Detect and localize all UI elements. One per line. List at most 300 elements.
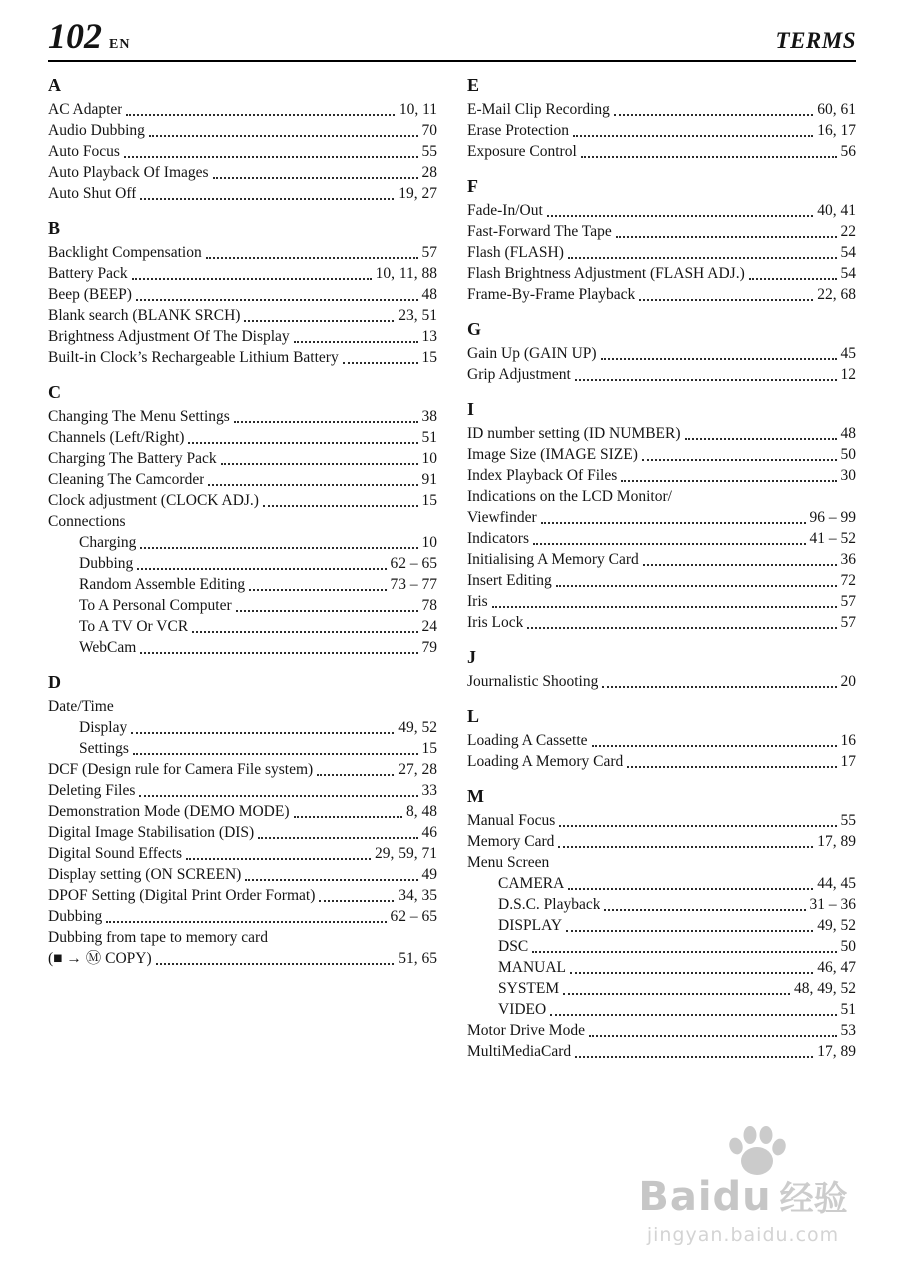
entry-term: SYSTEM bbox=[498, 980, 560, 997]
index-entry bbox=[467, 852, 856, 873]
dot-leader bbox=[533, 543, 806, 545]
dot-leader bbox=[581, 156, 837, 158]
entry-term: Channels (Left/Right) bbox=[48, 429, 185, 446]
dot-leader bbox=[124, 156, 418, 158]
entry-term: Cleaning The Camcorder bbox=[48, 471, 205, 488]
entry-pages: 54 bbox=[840, 244, 856, 261]
dot-leader bbox=[221, 463, 418, 465]
index-entry bbox=[467, 915, 856, 936]
index-entry bbox=[48, 885, 437, 906]
dot-leader bbox=[106, 921, 386, 923]
index-entry bbox=[48, 120, 437, 141]
entry-pages: 55 bbox=[840, 812, 856, 829]
entry-pages: 49 bbox=[421, 866, 437, 883]
index-entry bbox=[48, 696, 437, 717]
dot-leader bbox=[140, 652, 417, 654]
dot-leader bbox=[192, 631, 417, 633]
index-entry bbox=[48, 822, 437, 843]
dot-leader bbox=[527, 627, 836, 629]
dot-leader bbox=[602, 686, 836, 688]
entry-term: Viewfinder bbox=[467, 509, 537, 526]
index-entry bbox=[467, 444, 856, 465]
dot-leader bbox=[294, 341, 418, 343]
index-entry bbox=[48, 738, 437, 759]
index-entry bbox=[467, 936, 856, 957]
page-number: 102 bbox=[48, 16, 102, 56]
section-letter: A bbox=[48, 75, 61, 95]
entry-term: Beep (BEEP) bbox=[48, 286, 132, 303]
index-entry bbox=[48, 948, 437, 969]
index-section-L bbox=[467, 705, 856, 772]
dot-leader bbox=[206, 257, 418, 259]
entry-term: Iris Lock bbox=[467, 614, 524, 631]
index-section-J bbox=[467, 646, 856, 692]
index-section-D bbox=[48, 671, 437, 969]
index-section-M bbox=[467, 785, 856, 1062]
entry-pages: 10, 11 bbox=[398, 101, 437, 118]
section-letter: J bbox=[467, 647, 476, 667]
index-entry bbox=[467, 423, 856, 444]
index-entry bbox=[48, 906, 437, 927]
dot-leader bbox=[294, 816, 402, 818]
entry-term: Date/Time bbox=[48, 698, 114, 715]
page-number-group bbox=[48, 18, 130, 54]
index-entry bbox=[467, 894, 856, 915]
dot-leader bbox=[133, 753, 418, 755]
index-section-G bbox=[467, 318, 856, 385]
entry-pages: 10, 11, 88 bbox=[375, 265, 437, 282]
index-entry bbox=[467, 751, 856, 772]
dot-leader bbox=[131, 732, 394, 734]
entry-pages: 50 bbox=[840, 938, 856, 955]
entry-term: Battery Pack bbox=[48, 265, 128, 282]
dot-leader bbox=[568, 888, 813, 890]
entry-term: Motor Drive Mode bbox=[467, 1022, 585, 1039]
index-entry bbox=[467, 528, 856, 549]
entry-pages: 15 bbox=[421, 349, 437, 366]
watermark-brand-text: Baidu bbox=[638, 1174, 772, 1220]
entry-term: Initialising A Memory Card bbox=[467, 551, 639, 568]
entry-pages: 62 – 65 bbox=[390, 908, 437, 925]
index-section-A bbox=[48, 74, 437, 204]
entry-term: Menu Screen bbox=[467, 854, 550, 871]
entry-term: Brightness Adjustment Of The Display bbox=[48, 328, 290, 345]
index-entry bbox=[467, 730, 856, 751]
entry-term: Auto Focus bbox=[48, 143, 120, 160]
entry-pages: 48 bbox=[421, 286, 437, 303]
entry-pages: 78 bbox=[421, 597, 437, 614]
index-entry bbox=[467, 671, 856, 692]
entry-term: Changing The Menu Settings bbox=[48, 408, 230, 425]
entry-pages: 19, 27 bbox=[398, 185, 437, 202]
index-entry bbox=[48, 927, 437, 948]
entry-term: Audio Dubbing bbox=[48, 122, 145, 139]
entry-term: Exposure Control bbox=[467, 143, 577, 160]
index-entry bbox=[467, 612, 856, 633]
entry-term: DISPLAY bbox=[498, 917, 563, 934]
entry-pages: 29, 59, 71 bbox=[375, 845, 437, 862]
index-entry bbox=[48, 326, 437, 347]
section-letter: L bbox=[467, 706, 480, 726]
index-entry bbox=[48, 469, 437, 490]
entry-term: Auto Playback Of Images bbox=[48, 164, 209, 181]
section-letter: I bbox=[467, 399, 475, 419]
index-entry bbox=[48, 347, 437, 368]
entry-pages: 44, 45 bbox=[817, 875, 856, 892]
entry-pages: 91 bbox=[421, 471, 437, 488]
dot-leader bbox=[132, 278, 372, 280]
entry-pages: 23, 51 bbox=[398, 307, 437, 324]
index-entry bbox=[48, 263, 437, 284]
index-entry bbox=[467, 978, 856, 999]
dot-leader bbox=[532, 951, 836, 953]
entry-pages: 15 bbox=[421, 492, 437, 509]
index-column-left bbox=[48, 74, 437, 1075]
entry-pages: 96 – 99 bbox=[809, 509, 856, 526]
index-columns bbox=[48, 74, 856, 1075]
index-entry bbox=[48, 759, 437, 780]
entry-term: Grip Adjustment bbox=[467, 366, 571, 383]
index-entry bbox=[48, 305, 437, 326]
index-entry bbox=[467, 200, 856, 221]
dot-leader bbox=[319, 900, 394, 902]
entry-pages: 51, 65 bbox=[398, 950, 437, 967]
entry-pages: 36 bbox=[840, 551, 856, 568]
entry-pages: 33 bbox=[421, 782, 437, 799]
index-entry bbox=[467, 221, 856, 242]
dot-leader bbox=[234, 421, 418, 423]
dot-leader bbox=[317, 774, 394, 776]
dot-leader bbox=[604, 909, 805, 911]
entry-term: Backlight Compensation bbox=[48, 244, 202, 261]
dot-leader bbox=[541, 522, 806, 524]
index-entry bbox=[48, 162, 437, 183]
dot-leader bbox=[563, 993, 790, 995]
section-letter: F bbox=[467, 176, 478, 196]
index-entry bbox=[467, 831, 856, 852]
entry-pages: 15 bbox=[421, 740, 437, 757]
dot-leader bbox=[149, 135, 418, 137]
index-column-right bbox=[467, 74, 856, 1075]
index-entry bbox=[48, 801, 437, 822]
entry-pages: 22 bbox=[840, 223, 856, 240]
entry-term: MANUAL bbox=[498, 959, 567, 976]
entry-pages: 10 bbox=[421, 450, 437, 467]
entry-pages: 70 bbox=[421, 122, 437, 139]
entry-pages: 45 bbox=[840, 345, 856, 362]
dot-leader bbox=[601, 358, 837, 360]
entry-term: Frame-By-Frame Playback bbox=[467, 286, 636, 303]
dot-leader bbox=[642, 459, 837, 461]
entry-term: Random Assemble Editing bbox=[79, 576, 246, 593]
section-letter: C bbox=[48, 382, 61, 402]
dot-leader bbox=[208, 484, 417, 486]
entry-term: Indicators bbox=[467, 530, 529, 547]
entry-pages: 72 bbox=[840, 572, 856, 589]
dot-leader bbox=[621, 480, 836, 482]
entry-term: DPOF Setting (Digital Print Order Format) bbox=[48, 887, 316, 904]
entry-pages: 49, 52 bbox=[817, 917, 856, 934]
index-entry bbox=[467, 507, 856, 528]
index-entry bbox=[48, 616, 437, 637]
entry-pages: 17, 89 bbox=[817, 833, 856, 850]
entry-term: Dubbing from tape to memory card bbox=[48, 929, 268, 946]
index-entry bbox=[48, 406, 437, 427]
dot-leader bbox=[547, 215, 813, 217]
entry-pages: 48, 49, 52 bbox=[794, 980, 856, 997]
entry-term: Gain Up (GAIN UP) bbox=[467, 345, 597, 362]
index-entry bbox=[48, 511, 437, 532]
entry-term: Insert Editing bbox=[467, 572, 552, 589]
dot-leader bbox=[616, 236, 837, 238]
index-entry bbox=[48, 717, 437, 738]
entry-pages: 79 bbox=[421, 639, 437, 656]
entry-pages: 55 bbox=[421, 143, 437, 160]
dot-leader bbox=[249, 589, 386, 591]
dot-leader bbox=[556, 585, 837, 587]
entry-pages: 24 bbox=[421, 618, 437, 635]
entry-pages: 17, 89 bbox=[817, 1043, 856, 1060]
dot-leader bbox=[213, 177, 418, 179]
entry-term: Memory Card bbox=[467, 833, 555, 850]
baidu-paw-icon bbox=[726, 1125, 788, 1177]
index-entry bbox=[48, 183, 437, 204]
entry-pages: 10 bbox=[421, 534, 437, 551]
entry-term: To A Personal Computer bbox=[79, 597, 232, 614]
entry-pages: 34, 35 bbox=[398, 887, 437, 904]
index-entry bbox=[467, 343, 856, 364]
entry-pages: 54 bbox=[840, 265, 856, 282]
entry-term: E-Mail Clip Recording bbox=[467, 101, 610, 118]
index-section-I bbox=[467, 398, 856, 633]
dot-leader bbox=[140, 198, 394, 200]
entry-pages: 50 bbox=[840, 446, 856, 463]
dot-leader bbox=[236, 610, 418, 612]
entry-term: Image Size (IMAGE SIZE) bbox=[467, 446, 638, 463]
entry-pages: 22, 68 bbox=[817, 286, 856, 303]
dot-leader bbox=[575, 379, 837, 381]
entry-pages: 16, 17 bbox=[817, 122, 856, 139]
entry-term: AC Adapter bbox=[48, 101, 123, 118]
entry-term: Flash (FLASH) bbox=[467, 244, 564, 261]
section-letter: M bbox=[467, 786, 484, 806]
entry-pages: 53 bbox=[840, 1022, 856, 1039]
entry-term: Auto Shut Off bbox=[48, 185, 137, 202]
section-letter: B bbox=[48, 218, 61, 238]
index-entry bbox=[467, 284, 856, 305]
dot-leader bbox=[558, 846, 813, 848]
dot-leader bbox=[492, 606, 837, 608]
index-entry bbox=[48, 427, 437, 448]
section-letter: D bbox=[48, 672, 61, 692]
watermark-brand-chinese: 经验 bbox=[779, 1179, 848, 1219]
dot-leader bbox=[244, 320, 394, 322]
entry-pages: 20 bbox=[840, 673, 856, 690]
entry-term: ID number setting (ID NUMBER) bbox=[467, 425, 681, 442]
index-entry bbox=[467, 486, 856, 507]
index-entry bbox=[467, 999, 856, 1020]
dot-leader bbox=[258, 837, 417, 839]
dot-leader bbox=[749, 278, 837, 280]
dot-leader bbox=[685, 438, 837, 440]
dot-leader bbox=[136, 299, 418, 301]
dot-leader bbox=[156, 963, 395, 965]
entry-term: Blank search (BLANK SRCH) bbox=[48, 307, 241, 324]
index-section-B bbox=[48, 217, 437, 368]
index-entry bbox=[48, 843, 437, 864]
entry-term: Built-in Clock’s Rechargeable Lithium Battery bbox=[48, 349, 339, 366]
page-language-label: EN bbox=[109, 37, 131, 52]
index-entry bbox=[48, 490, 437, 511]
dot-leader bbox=[570, 972, 813, 974]
entry-pages: 62 – 65 bbox=[390, 555, 437, 572]
entry-term: VIDEO bbox=[498, 1001, 547, 1018]
index-entry bbox=[48, 574, 437, 595]
entry-pages: 40, 41 bbox=[817, 202, 856, 219]
entry-term: D.S.C. Playback bbox=[498, 896, 601, 913]
entry-pages: 73 – 77 bbox=[390, 576, 437, 593]
entry-term: DCF (Design rule for Camera File system) bbox=[48, 761, 314, 778]
entry-term: Demonstration Mode (DEMO MODE) bbox=[48, 803, 290, 820]
dot-leader bbox=[137, 568, 386, 570]
dot-leader bbox=[566, 930, 813, 932]
entry-pages: 48 bbox=[840, 425, 856, 442]
entry-pages: 51 bbox=[840, 1001, 856, 1018]
dot-leader bbox=[343, 362, 418, 364]
index-entry bbox=[467, 873, 856, 894]
entry-term: Iris bbox=[467, 593, 488, 610]
index-entry bbox=[467, 364, 856, 385]
dot-leader bbox=[575, 1056, 813, 1058]
entry-term: Loading A Memory Card bbox=[467, 753, 624, 770]
dot-leader bbox=[188, 442, 417, 444]
entry-pages: 13 bbox=[421, 328, 437, 345]
entry-pages: 30 bbox=[840, 467, 856, 484]
entry-term: DSC bbox=[498, 938, 529, 955]
dot-leader bbox=[627, 766, 836, 768]
index-entry bbox=[48, 532, 437, 553]
dot-leader bbox=[186, 858, 371, 860]
entry-term: Indications on the LCD Monitor/ bbox=[467, 488, 672, 505]
dot-leader bbox=[245, 879, 417, 881]
dot-leader bbox=[573, 135, 813, 137]
dot-leader bbox=[559, 825, 836, 827]
dot-leader bbox=[589, 1035, 837, 1037]
index-entry bbox=[467, 242, 856, 263]
entry-pages: 46, 47 bbox=[817, 959, 856, 976]
dot-leader bbox=[126, 114, 394, 116]
index-entry bbox=[467, 810, 856, 831]
entry-pages: 46 bbox=[421, 824, 437, 841]
entry-term: Fast-Forward The Tape bbox=[467, 223, 612, 240]
index-entry bbox=[467, 465, 856, 486]
dot-leader bbox=[568, 257, 837, 259]
dot-leader bbox=[140, 547, 417, 549]
entry-pages: 12 bbox=[840, 366, 856, 383]
dot-leader bbox=[139, 795, 417, 797]
entry-pages: 51 bbox=[421, 429, 437, 446]
entry-pages: 28 bbox=[421, 164, 437, 181]
entry-pages: 38 bbox=[421, 408, 437, 425]
watermark-url: jingyan.baidu.com bbox=[646, 1224, 840, 1246]
index-entry bbox=[467, 591, 856, 612]
entry-pages: 57 bbox=[840, 614, 856, 631]
index-entry bbox=[467, 120, 856, 141]
entry-term: Digital Image Stabilisation (DIS) bbox=[48, 824, 255, 841]
dot-leader bbox=[263, 505, 418, 507]
entry-pages: 41 – 52 bbox=[809, 530, 856, 547]
entry-term: Settings bbox=[79, 740, 129, 757]
entry-term: Fade-In/Out bbox=[467, 202, 543, 219]
index-entry bbox=[48, 99, 437, 120]
entry-term: Digital Sound Effects bbox=[48, 845, 183, 862]
entry-term: Dubbing bbox=[79, 555, 134, 572]
entry-term: Charging The Battery Pack bbox=[48, 450, 217, 467]
index-entry bbox=[467, 957, 856, 978]
index-entry bbox=[467, 549, 856, 570]
index-section-F bbox=[467, 175, 856, 305]
entry-pages: 27, 28 bbox=[398, 761, 437, 778]
index-entry bbox=[48, 864, 437, 885]
index-section-E bbox=[467, 74, 856, 162]
index-entry bbox=[467, 1041, 856, 1062]
entry-term: Manual Focus bbox=[467, 812, 556, 829]
index-entry bbox=[467, 141, 856, 162]
entry-term: Deleting Files bbox=[48, 782, 136, 799]
index-section-C bbox=[48, 381, 437, 658]
index-entry bbox=[48, 780, 437, 801]
entry-term: Connections bbox=[48, 513, 126, 530]
entry-pages: 17 bbox=[840, 753, 856, 770]
entry-term: Erase Protection bbox=[467, 122, 570, 139]
watermark-brand-line bbox=[608, 1171, 878, 1220]
dot-leader bbox=[643, 564, 837, 566]
index-entry bbox=[48, 284, 437, 305]
index-entry bbox=[48, 242, 437, 263]
entry-term: WebCam bbox=[79, 639, 137, 656]
index-entry bbox=[48, 637, 437, 658]
entry-pages: 16 bbox=[840, 732, 856, 749]
dot-leader bbox=[592, 745, 837, 747]
entry-term: Charging bbox=[79, 534, 137, 551]
dot-leader bbox=[550, 1014, 836, 1016]
entry-term: Index Playback Of Files bbox=[467, 467, 618, 484]
section-letter: G bbox=[467, 319, 482, 339]
entry-term: Dubbing bbox=[48, 908, 103, 925]
index-entry bbox=[48, 448, 437, 469]
entry-term: Loading A Cassette bbox=[467, 732, 588, 749]
baidu-watermark bbox=[608, 1125, 878, 1246]
index-entry bbox=[467, 1020, 856, 1041]
dot-leader bbox=[639, 299, 813, 301]
index-entry bbox=[467, 570, 856, 591]
dot-leader bbox=[614, 114, 813, 116]
entry-term: MultiMediaCard bbox=[467, 1043, 572, 1060]
entry-term: Display setting (ON SCREEN) bbox=[48, 866, 242, 883]
entry-pages: 8, 48 bbox=[406, 803, 437, 820]
entry-pages: 31 – 36 bbox=[809, 896, 856, 913]
entry-term: Journalistic Shooting bbox=[467, 673, 599, 690]
page-header bbox=[48, 18, 856, 62]
index-entry bbox=[467, 263, 856, 284]
entry-pages: 60, 61 bbox=[817, 101, 856, 118]
index-entry bbox=[467, 99, 856, 120]
page-title: TERMS bbox=[775, 28, 856, 53]
entry-pages: 57 bbox=[421, 244, 437, 261]
index-entry bbox=[48, 595, 437, 616]
entry-pages: 49, 52 bbox=[398, 719, 437, 736]
entry-pages: 57 bbox=[840, 593, 856, 610]
